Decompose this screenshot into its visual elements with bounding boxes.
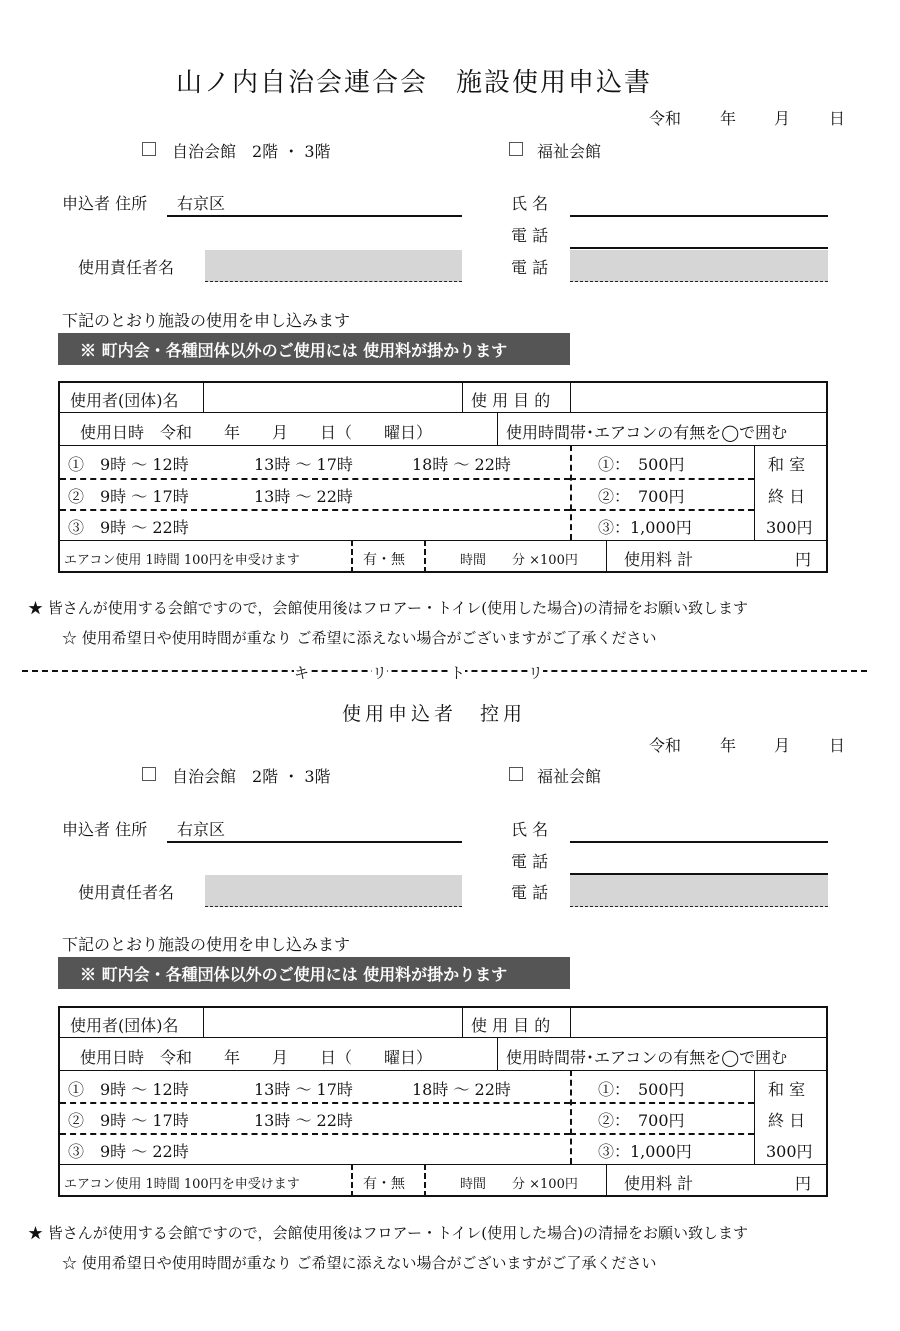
date-year: 年 xyxy=(720,109,737,128)
total-label: 使用料 計 xyxy=(624,550,694,569)
facility-label-fukushi: 福祉会館 xyxy=(537,142,602,161)
copy-timeslot-header: 使用時間帯･エアコンの有無を◯で囲む xyxy=(506,1048,788,1067)
copy-name-label: 氏 名 xyxy=(511,820,549,839)
address-value: 右京区 xyxy=(177,194,226,213)
copy-responsible-field[interactable] xyxy=(205,875,462,907)
cut-label-ri-2: リ xyxy=(528,664,544,682)
copy-schedule-note: ☆ 使用希望日や使用時間が重なり ご希望に添えない場合がございますがご了承ください xyxy=(62,1254,657,1272)
copy-date-year: 年 xyxy=(720,736,737,755)
purpose-label: 使 用 目 的 xyxy=(471,391,551,410)
cut-label-to: ト xyxy=(450,664,466,682)
copy-phone-label: 電 話 xyxy=(511,852,549,871)
page-title: 山ノ内自治会連合会 施設使用申込書 xyxy=(176,68,653,98)
timeslot-header: 使用時間帯･エアコンの有無を◯で囲む xyxy=(506,423,788,442)
copy-total-label: 使用料 計 xyxy=(624,1174,694,1193)
copy-usage-table xyxy=(58,1006,828,1197)
cut-line xyxy=(22,670,867,672)
copy-fee-3: ③：1,000円 xyxy=(598,1142,692,1161)
purpose-field[interactable] xyxy=(578,387,818,409)
responsible-label: 使用責任者名 xyxy=(78,258,175,277)
usage-date-label: 使用日時 令和 年 月 日（ 曜日） xyxy=(80,423,433,442)
copy-ac-label: エアコン使用 1時間 100円を申受けます xyxy=(64,1177,300,1192)
fee-2: ②： 700円 xyxy=(598,487,685,506)
user-group-field[interactable] xyxy=(214,387,454,409)
copy-purpose-label: 使 用 目 的 xyxy=(471,1016,551,1035)
allday-label: 終 日 xyxy=(768,487,806,506)
copy-slot-1-morning[interactable]: ① 9時 ～ 12時 xyxy=(68,1080,189,1099)
copy-date-day: 日 xyxy=(829,736,846,755)
slot-1-morning[interactable]: ① 9時 ～ 12時 xyxy=(68,455,189,474)
copy-address-value: 右京区 xyxy=(177,820,226,839)
copy-responsible-label: 使用責任者名 xyxy=(78,883,175,902)
copy-facility-label-fukushi: 福祉会館 xyxy=(537,767,602,786)
copy-fee-2: ②： 700円 xyxy=(598,1111,685,1130)
cut-label-ri-1: リ xyxy=(372,664,388,682)
intro-text: 下記のとおり施設の使用を申し込みます xyxy=(62,311,351,330)
copy-room-label: 和 室 xyxy=(768,1080,806,1099)
copy-ac-choice[interactable]: 有・無 xyxy=(363,1176,405,1192)
responsible-phone-field[interactable] xyxy=(570,250,828,282)
phone-field[interactable] xyxy=(570,247,828,249)
name-field[interactable] xyxy=(570,215,828,217)
slot-3-allday[interactable]: ③ 9時 ～ 22時 xyxy=(68,518,189,537)
copy-fee-1: ①： 500円 xyxy=(598,1080,685,1099)
copy-slot-3-allday[interactable]: ③ 9時 ～ 22時 xyxy=(68,1142,189,1161)
copy-allday-fee: 300円 xyxy=(766,1142,813,1161)
fee-notice-banner: ※ 町内会・各種団体以外のご使用には 使用料が掛かります xyxy=(58,333,570,365)
copy-purpose-field[interactable] xyxy=(578,1012,818,1034)
copy-user-group-label: 使用者(団体)名 xyxy=(70,1016,179,1035)
allday-fee: 300円 xyxy=(766,518,813,537)
fee-1: ①： 500円 xyxy=(598,455,685,474)
copy-usage-date-label: 使用日時 令和 年 月 日（ 曜日） xyxy=(80,1048,433,1067)
schedule-note: ☆ 使用希望日や使用時間が重なり ご希望に添えない場合がございますがご了承ください xyxy=(62,629,657,647)
fee-3: ③：1,000円 xyxy=(598,518,692,537)
slot-1-evening[interactable]: 18時 ～ 22時 xyxy=(412,455,511,474)
date-day: 日 xyxy=(829,109,846,128)
phone-label: 電 話 xyxy=(511,226,549,245)
applicant-address-label: 申込者 住所 xyxy=(62,194,148,213)
facility-checkbox-jichikaikan[interactable] xyxy=(142,142,156,156)
ac-choice[interactable]: 有・無 xyxy=(363,552,405,568)
copy-facility-checkbox-jichikaikan[interactable] xyxy=(142,767,156,781)
copy-cleaning-note: ★ 皆さんが使用する会館ですので，会館使用後はフロアー・トイレ(使用した場合)の清掃をお願い致します xyxy=(28,1224,748,1242)
responsible-field[interactable] xyxy=(205,250,462,282)
copy-allday-label: 終 日 xyxy=(768,1111,806,1130)
copy-name-field[interactable] xyxy=(570,841,828,843)
user-group-label: 使用者(団体)名 xyxy=(70,391,179,410)
total-unit: 円 xyxy=(795,550,812,569)
date-era: 令和 xyxy=(649,109,682,128)
copy-date-month: 月 xyxy=(774,736,791,755)
address-field[interactable] xyxy=(167,215,462,217)
usage-table xyxy=(58,381,828,573)
facility-checkbox-fukushi[interactable] xyxy=(509,142,523,156)
copy-responsible-phone-field[interactable] xyxy=(570,875,828,907)
copy-applicant-address-label: 申込者 住所 xyxy=(62,820,148,839)
copy-ac-time[interactable]: 時間 分 ×100円 xyxy=(460,1177,578,1192)
copy-slot-1-evening[interactable]: 18時 ～ 22時 xyxy=(412,1080,511,1099)
copy-slot-2-afternoon[interactable]: 13時 ～ 22時 xyxy=(254,1111,353,1130)
slot-2-afternoon[interactable]: 13時 ～ 22時 xyxy=(254,487,353,506)
copy-date-era: 令和 xyxy=(649,736,682,755)
copy-facility-label-jichikaikan: 自治会館 2階 ・ 3階 xyxy=(172,767,331,786)
copy-phone-label-2: 電 話 xyxy=(511,883,549,902)
copy-intro-text: 下記のとおり施設の使用を申し込みます xyxy=(62,935,351,954)
copy-total-unit: 円 xyxy=(795,1174,812,1193)
slot-2-morning[interactable]: ② 9時 ～ 17時 xyxy=(68,487,189,506)
copy-address-field[interactable] xyxy=(167,841,462,843)
copy-slot-1-afternoon[interactable]: 13時 ～ 17時 xyxy=(254,1080,353,1099)
name-label: 氏 名 xyxy=(511,194,549,213)
cleaning-note: ★ 皆さんが使用する会館ですので，会館使用後はフロアー・トイレ(使用した場合)の清掃をお願い致します xyxy=(28,599,748,617)
copy-fee-notice-banner: ※ 町内会・各種団体以外のご使用には 使用料が掛かります xyxy=(58,957,570,989)
ac-time[interactable]: 時間 分 ×100円 xyxy=(460,553,578,568)
ac-label: エアコン使用 1時間 100円を申受けます xyxy=(64,553,300,568)
cut-label-ki: キ xyxy=(294,664,310,682)
copy-user-group-field[interactable] xyxy=(214,1012,454,1034)
room-label: 和 室 xyxy=(768,455,806,474)
copy-facility-checkbox-fukushi[interactable] xyxy=(509,767,523,781)
copy-slot-2-morning[interactable]: ② 9時 ～ 17時 xyxy=(68,1111,189,1130)
date-month: 月 xyxy=(774,109,791,128)
copy-title: 使用申込者 控用 xyxy=(342,703,527,725)
slot-1-afternoon[interactable]: 13時 ～ 17時 xyxy=(254,455,353,474)
phone-label-2: 電 話 xyxy=(511,258,549,277)
facility-label-jichikaikan: 自治会館 2階 ・ 3階 xyxy=(172,142,331,161)
